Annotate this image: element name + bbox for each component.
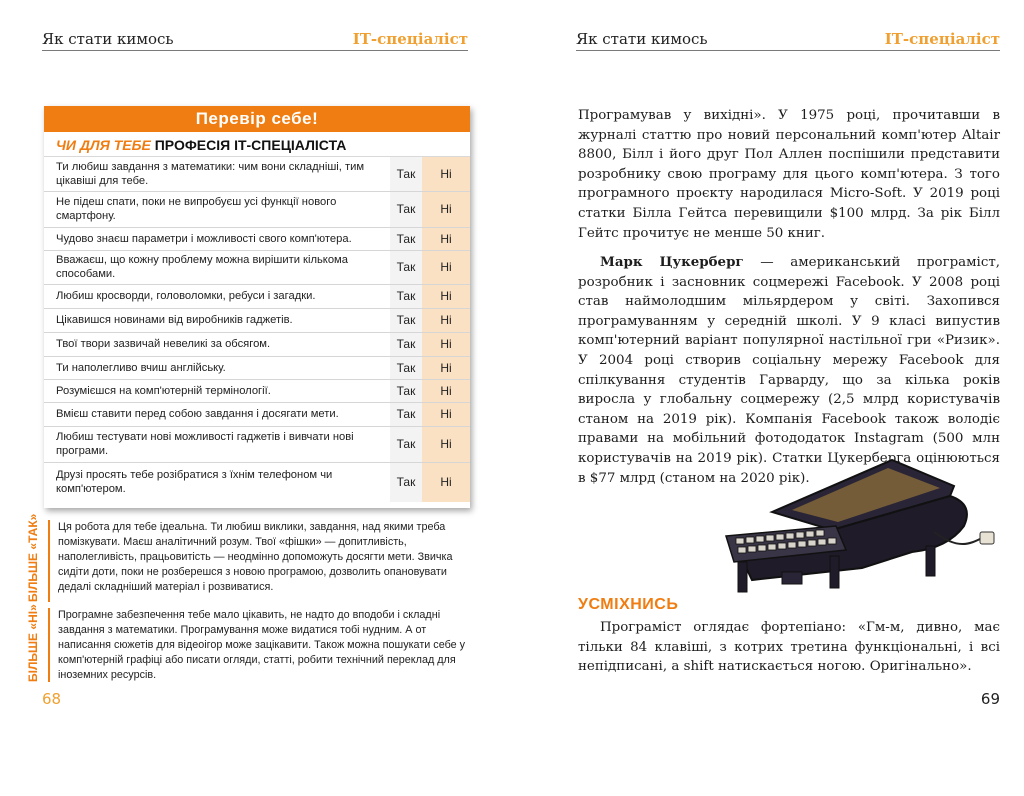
section-title: ІТ-спеціаліст xyxy=(352,30,468,48)
quiz-box xyxy=(44,106,470,508)
quiz-row xyxy=(44,227,470,250)
quiz-question: Вмієш ставити перед собою завдання і досягати мети. xyxy=(44,402,390,426)
result-yes-label xyxy=(24,513,42,602)
quiz-question: Не підеш спати, поки не випробуєш усі функції нового смартфону. xyxy=(44,191,390,227)
quiz-table xyxy=(44,157,470,502)
no-option: Ні xyxy=(422,332,470,356)
yes-option: Так xyxy=(390,250,422,284)
no-option: Ні xyxy=(422,157,470,191)
no-option: Ні xyxy=(422,462,470,502)
no-option: Ні xyxy=(422,284,470,308)
quiz-row xyxy=(44,250,470,284)
quiz-subtitle-part1: ЧИ ДЛЯ ТЕБЕ xyxy=(56,137,151,153)
joke-text: Програміст оглядає фортепіано: «Гм-м, дивно, має тільки 84 клавіші, з котрих третина функціональні, і всі непідписані, а shift натискається ногою. Оригінально». xyxy=(578,620,1000,675)
quiz-question: Ти наполегливо вчиш англійську. xyxy=(44,356,390,379)
quiz-question: Твої твори зазвичай невеликі за обсягом. xyxy=(44,332,390,356)
result-no-label xyxy=(24,604,42,682)
quiz-question: Любиш кросворди, головоломки, ребуси і загадки. xyxy=(44,284,390,308)
running-header-right xyxy=(576,30,1000,51)
result-no-text: Програмне забезпечення тебе мало цікавить, не надто до вподоби і складні завдання з математики. Програмування може видатися тобі нудним. А от написання сюжетів для відеоігор може зацікавити. Також можна пошукати себе у комп'ютерній графіці або писати огляди, статті, робити технічний переклад для іноземних ресурсів. xyxy=(48,608,468,682)
quiz-row xyxy=(44,379,470,402)
quiz-question: Цікавишся новинами від виробників гаджетів. xyxy=(44,308,390,332)
yes-option: Так xyxy=(390,284,422,308)
no-option: Ні xyxy=(422,402,470,426)
quiz-row xyxy=(44,462,470,502)
zuckerberg-text: — американський програміст, розробник і засновник соцмережі Facebook. У 2008 році став наймолодшим мільярдером у світі. Захопився програмуванням у середній школі. У 9 класі випустив комп'ютерний варіант популярної настільної гри «Ризик». У 2004 році створив соціальну мережу Facebook для спілкування студентів Гарварду, що за кілька років виросла у глобальну соцмережу (2,5 млрд користувачів станом на 2019 рік). Компанія Facebook також володіє правами на мобільний фотододаток Instagram (500 млн користувачів на 2019 рік). Статки Цукерберга оцінюються в $77 млрд (станом на 2020 рік). xyxy=(578,255,1001,486)
right-page xyxy=(512,0,1024,796)
result-yes-label-text: БІЛЬШЕ «ТАК» xyxy=(26,513,40,602)
yes-option: Так xyxy=(390,332,422,356)
quiz-row xyxy=(44,356,470,379)
no-option: Ні xyxy=(422,250,470,284)
quiz-subtitle-part2: ПРОФЕСІЯ ІТ-СПЕЦІАЛІСТА xyxy=(154,137,347,153)
result-no-label-text: БІЛЬШЕ «НІ» xyxy=(26,604,40,682)
no-option: Ні xyxy=(422,227,470,250)
no-option: Ні xyxy=(422,379,470,402)
quiz-row xyxy=(44,332,470,356)
quiz-question: Розумієшся на комп'ютерній термінології. xyxy=(44,379,390,402)
quiz-question: Любиш тестувати нові можливості гаджетів і вивчати нові програми. xyxy=(44,426,390,462)
yes-option: Так xyxy=(390,462,422,502)
quiz-row xyxy=(44,191,470,227)
quiz-row xyxy=(44,157,470,191)
yes-option: Так xyxy=(390,402,422,426)
quiz-header: Перевір себе! xyxy=(44,106,470,132)
zuckerberg-name: Марк Цукерберг xyxy=(600,254,744,270)
quiz-row xyxy=(44,308,470,332)
smile-heading: УСМІХНИСЬ xyxy=(578,596,679,613)
quiz-row xyxy=(44,426,470,462)
running-title: Як стати кимось xyxy=(576,30,708,48)
quiz-question: Друзі просять тебе розібратися з їхнім телефоном чи комп'ютером. xyxy=(56,469,333,496)
quiz-question: Чудово знаєш параметри і можливості свого комп'ютера. xyxy=(44,227,390,250)
quiz-subtitle xyxy=(44,132,470,157)
yes-option: Так xyxy=(390,157,422,191)
yes-option: Так xyxy=(390,356,422,379)
yes-option: Так xyxy=(390,308,422,332)
bill-gates-paragraph: Програмував у вихідні». У 1975 році, прочитавши в журналі статтю про новий персональний комп'ютер Altair 8800, Білл і його друг Пол Аллен поспішили представити розробнику свою програму для цього комп'ютера. З того програмного проєкту народилася Micro-Soft. У 2019 році статки Білла Гейтса перевищили $100 млрд. За рік Білл Гейтс прочитує не менше 50 книг. xyxy=(578,108,1000,241)
yes-option: Так xyxy=(390,191,422,227)
no-option: Ні xyxy=(422,191,470,227)
page-number-right: 69 xyxy=(980,690,1000,708)
yes-option: Так xyxy=(390,426,422,462)
running-header-left xyxy=(42,30,468,51)
no-option: Ні xyxy=(422,356,470,379)
quiz-row xyxy=(44,402,470,426)
quiz-row xyxy=(44,284,470,308)
quiz-question: Вважаєш, що кожну проблему можна вирішити кількома способами. xyxy=(44,250,390,284)
page-number-left: 68 xyxy=(42,690,62,708)
no-option: Ні xyxy=(422,308,470,332)
section-title: ІТ-спеціаліст xyxy=(884,30,1000,48)
quiz-question: Ти любиш завдання з математики: чим вони складніші, тим цікавіші для тебе. xyxy=(44,157,390,191)
yes-option: Так xyxy=(390,227,422,250)
joke-paragraph xyxy=(578,618,1000,677)
running-title: Як стати кимось xyxy=(42,30,174,48)
no-option: Ні xyxy=(422,426,470,462)
grand-piano-illustration xyxy=(712,452,1002,614)
yes-option: Так xyxy=(390,379,422,402)
result-yes-text: Ця робота для тебе ідеальна. Ти любиш виклики, завдання, над якими треба помізкувати. Маєш аналітичний розум. Твої «фішки» — допитливість, наполегливість, працьовитість — неодмінно допоможуть досягти мети. Звичка сидіти доти, поки не розберешся з новою програмою, дозволить опановувати дедалі складніший матеріал і розвиватися. xyxy=(48,520,468,602)
